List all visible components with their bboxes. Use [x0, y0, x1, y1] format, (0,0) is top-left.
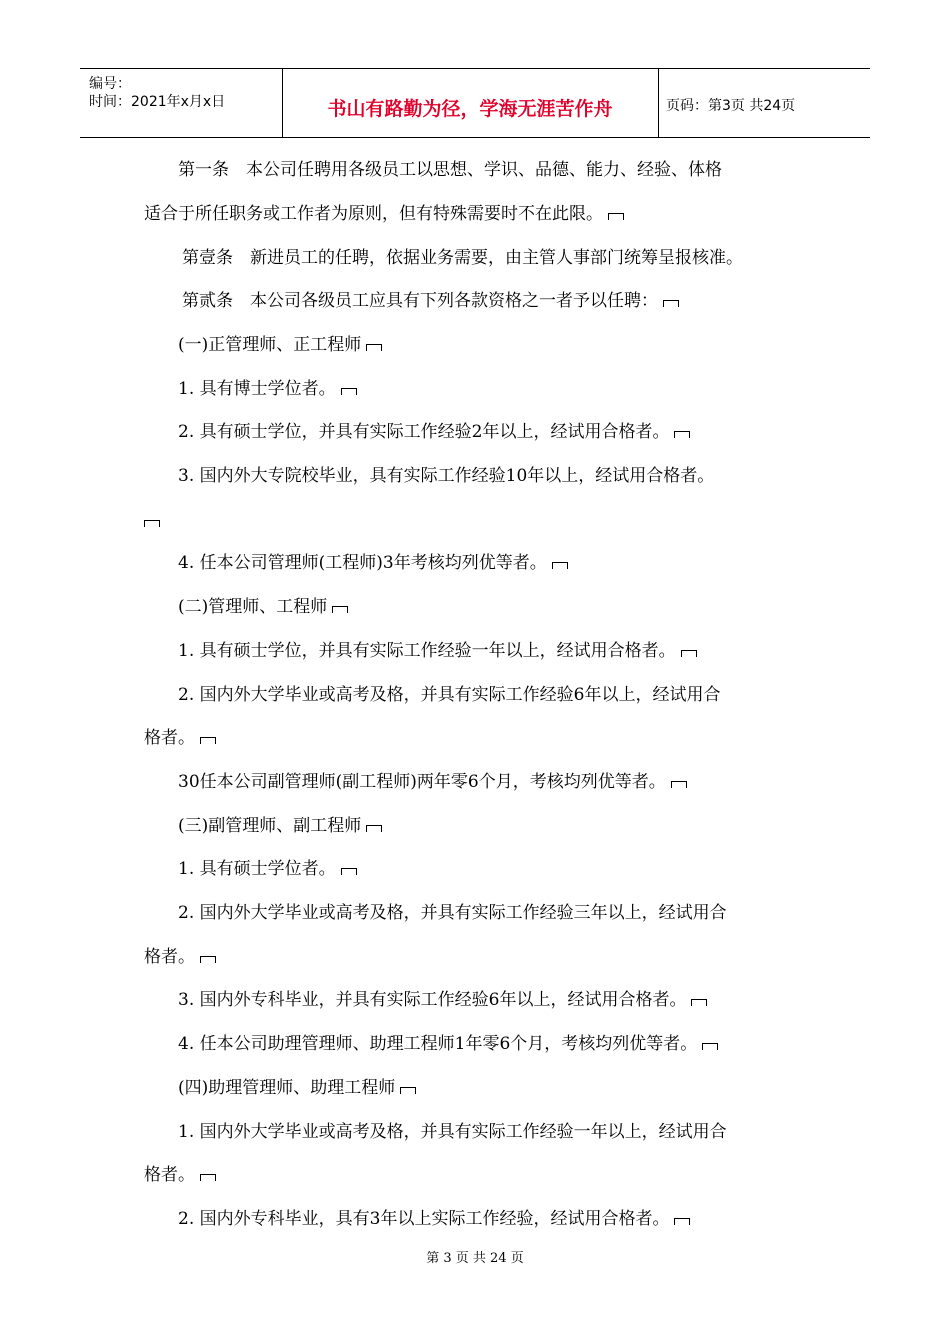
paragraph-mark-icon: [674, 431, 690, 438]
header-page-info: 页码：第3页 共24页: [666, 98, 796, 114]
paragraph-mark-icon: [366, 825, 382, 832]
header-motto: 书山有路勤为径，学海无涯苦作舟: [327, 98, 613, 120]
paragraph: [178, 815, 382, 837]
paragraph-mark-icon: [332, 606, 348, 613]
paragraph: [144, 510, 160, 532]
paragraph: [178, 1208, 690, 1230]
paragraph: [144, 203, 624, 225]
paragraph-mark-icon: [663, 300, 679, 307]
paragraph-text: 第贰条 本公司各级员工应具有下列各款资格之一者予以任聘：: [182, 291, 658, 311]
paragraph: [178, 378, 357, 400]
paragraph-mark-icon: [608, 213, 624, 220]
paragraph-mark-icon: [200, 737, 216, 744]
page-header: [80, 68, 870, 138]
page-footer: 第 3 页 共 24 页: [426, 1251, 524, 1266]
paragraph-mark-icon: [702, 1043, 718, 1050]
paragraph: [178, 771, 687, 793]
paragraph-text: 3. 国内外大专院校毕业，具有实际工作经验10年以上，经试用合格者。: [178, 466, 715, 486]
paragraph-mark-icon: [341, 868, 357, 875]
paragraph-text: 2. 国内外大学毕业或高考及格，并具有实际工作经验6年以上，经试用合: [178, 685, 721, 705]
paragraph-text: 第壹条 新进员工的任聘，依据业务需要，由主管人事部门统筹呈报核准。: [182, 248, 743, 268]
paragraph-text: 30任本公司副管理师(副工程师)两年零6个月，考核均列优等者。: [178, 772, 666, 792]
paragraph-text: 适合于所任职务或工作者为原则，但有特殊需要时不在此限。: [144, 204, 603, 224]
paragraph-mark-icon: [366, 344, 382, 351]
paragraph: [178, 858, 357, 880]
paragraph-mark-icon: [671, 781, 687, 788]
paragraph-text: 4. 任本公司助理管理师、助理工程师1年零6个月，考核均列优等者。: [178, 1034, 698, 1054]
paragraph-mark-icon: [681, 650, 697, 657]
paragraph-text: 1. 具有博士学位者。: [178, 379, 336, 399]
paragraph: [178, 1121, 727, 1143]
paragraph-mark-icon: [400, 1087, 416, 1094]
paragraph: [182, 290, 679, 312]
header-number-label: 编号：: [89, 76, 131, 92]
paragraph: [178, 989, 707, 1011]
paragraph-text: 格者。: [144, 1165, 195, 1185]
header-date-label: 时间：2021年x月x日: [89, 94, 226, 110]
header-meta-cell: [80, 69, 283, 137]
paragraph: [178, 596, 348, 618]
paragraph-mark-icon: [144, 520, 160, 527]
paragraph-text: 1. 具有硕士学位，并具有实际工作经验一年以上，经试用合格者。: [178, 641, 676, 661]
paragraph-mark-icon: [200, 1174, 216, 1181]
paragraph: [178, 334, 382, 356]
paragraph-text: (三)副管理师、副工程师: [178, 816, 362, 836]
paragraph-mark-icon: [341, 388, 357, 395]
paragraph: [182, 247, 743, 269]
paragraph-text: (二)管理师、工程师: [178, 597, 328, 617]
paragraph-text: 第一条 本公司任聘用各级员工以思想、学识、品德、能力、经验、体格: [178, 160, 722, 180]
paragraph-text: (一)正管理师、正工程师: [178, 335, 362, 355]
paragraph: [178, 1033, 718, 1055]
paragraph-text: 2. 国内外大学毕业或高考及格，并具有实际工作经验三年以上，经试用合: [178, 903, 727, 923]
paragraph-text: 1. 国内外大学毕业或高考及格，并具有实际工作经验一年以上，经试用合: [178, 1122, 727, 1142]
paragraph-text: 格者。: [144, 947, 195, 967]
paragraph-mark-icon: [691, 999, 707, 1006]
paragraph-mark-icon: [552, 562, 568, 569]
paragraph: [178, 552, 568, 574]
header-motto-cell: [282, 69, 659, 137]
paragraph-text: 3. 国内外专科毕业，并具有实际工作经验6年以上，经试用合格者。: [178, 990, 687, 1010]
header-page-cell: [658, 69, 870, 137]
paragraph-text: 1. 具有硕士学位者。: [178, 859, 336, 879]
paragraph-text: 2. 具有硕士学位，并具有实际工作经验2年以上，经试用合格者。: [178, 422, 670, 442]
paragraph: [178, 902, 727, 924]
paragraph-mark-icon: [200, 956, 216, 963]
paragraph-text: 4. 任本公司管理师(工程师)3年考核均列优等者。: [178, 553, 547, 573]
paragraph: [144, 727, 216, 749]
paragraph: [178, 684, 720, 706]
paragraph: [178, 421, 690, 443]
paragraph-text: 格者。: [144, 728, 195, 748]
paragraph-text: 2. 国内外专科毕业，具有3年以上实际工作经验，经试用合格者。: [178, 1209, 670, 1229]
paragraph: [178, 159, 722, 181]
paragraph-text: (四)助理管理师、助理工程师: [178, 1078, 396, 1098]
paragraph: [178, 1077, 416, 1099]
paragraph: [178, 465, 714, 487]
paragraph: [178, 640, 697, 662]
paragraph: [144, 946, 216, 968]
paragraph: [144, 1164, 216, 1186]
paragraph-mark-icon: [674, 1218, 690, 1225]
